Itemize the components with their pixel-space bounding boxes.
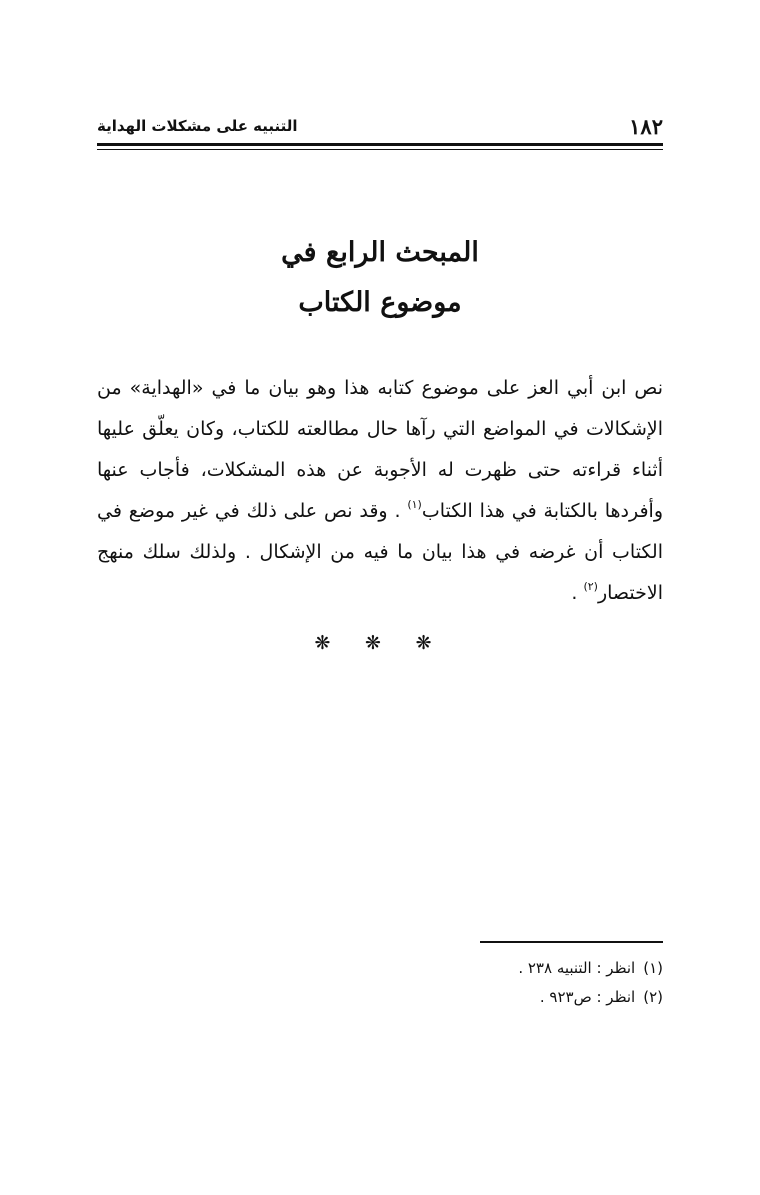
section-title-line-1: المبحث الرابع في [281, 237, 479, 268]
section-title-line-2: موضوع الكتاب [298, 287, 462, 318]
footnote-rule [480, 941, 663, 943]
section-separator: ❋ ❋ ❋ [314, 632, 446, 654]
body-text-part-1: نص ابن أبي العز على موضوع كتابه هذا وهو بيان ما في «الهداية» من الإشكالات في المواضع التي رآها حال مطالعته للكتاب، وكان يعلّق عليها أثناء قراءته حتى ظهرت له الأجوبة عن هذه المشكلات، فأجاب عنها وأفردها بالكتابة في هذا الكتاب [97, 377, 663, 522]
body-text-end: . [571, 582, 584, 604]
footnote-1-text: انظر : التنبيه ٢٣٨ . [518, 959, 636, 977]
footnote-2 [97, 983, 663, 1012]
header-rule-thin [97, 149, 663, 150]
page-number: ١٨٢ [629, 114, 663, 139]
footnote-1 [97, 954, 663, 983]
footnote-ref-1[interactable]: (١) [407, 498, 422, 511]
header-rule-thick [97, 143, 663, 146]
footnote-1-number: (١) [643, 959, 663, 977]
running-header [97, 112, 663, 142]
section-heading [97, 228, 663, 328]
footnote-ref-2[interactable]: (٢) [583, 580, 598, 593]
footnote-2-text: انظر : ص٩٢٣ . [539, 988, 636, 1006]
footnote-2-number: (٢) [643, 988, 663, 1006]
body-text-part-2: . وقد نص على ذلك في غير موضع في الكتاب أن غرضه في هذا بيان ما فيه من الإشكال . ولذلك سلك منهج الاختصار [97, 500, 663, 604]
body-paragraph [97, 368, 663, 614]
footnotes [97, 954, 663, 1012]
running-title: التنبيه على مشكلات الهداية [97, 117, 298, 135]
